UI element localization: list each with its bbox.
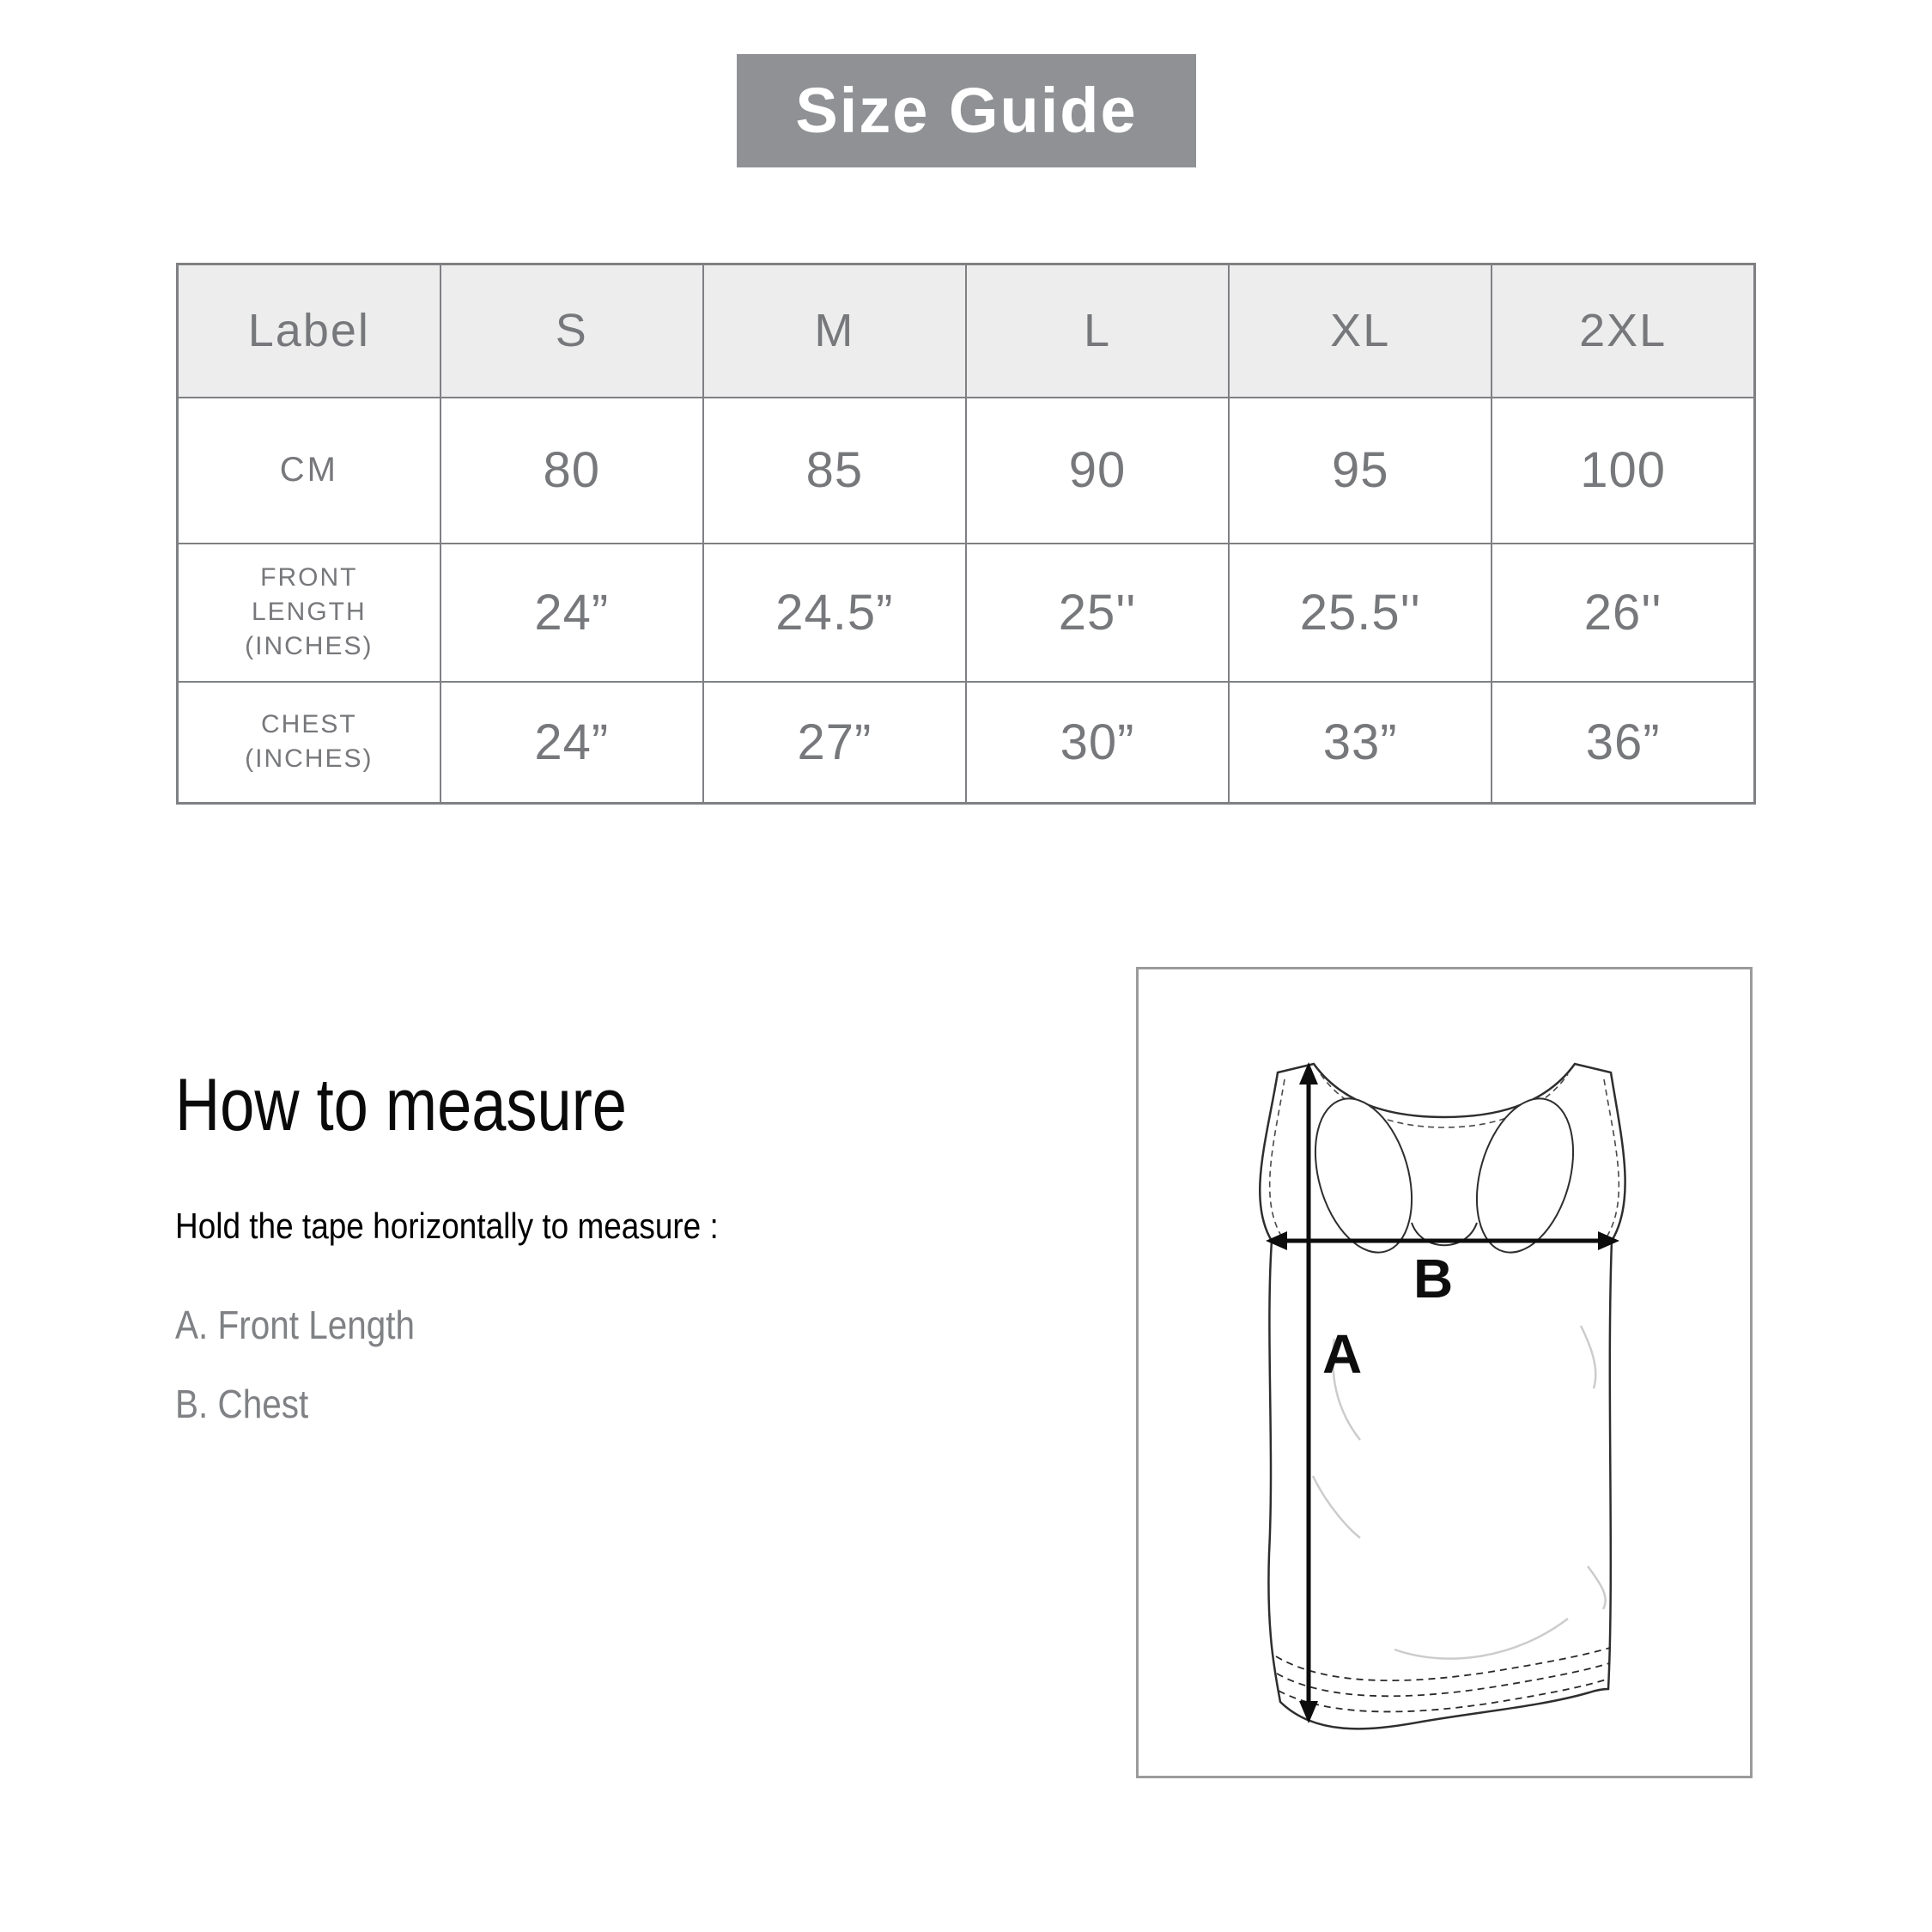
diagram-label-b: B <box>1413 1248 1454 1309</box>
page-title: Size Guide <box>795 75 1138 146</box>
header-cell-2xl: 2XL <box>1492 264 1754 398</box>
cm-value-2xl: 100 <box>1492 398 1754 544</box>
row-label-cm: CM <box>178 398 440 544</box>
tank-top-diagram <box>1139 969 1750 1776</box>
measure-item-chest: B. Chest <box>175 1382 309 1426</box>
table-row-chest <box>178 682 1755 804</box>
size-table-header-row <box>178 264 1755 398</box>
header-cell-xl: XL <box>1229 264 1492 398</box>
front-length-value-l: 25'' <box>966 544 1229 682</box>
measurement-diagram-box <box>1136 967 1753 1778</box>
title-bar <box>737 54 1196 167</box>
header-cell-m: M <box>703 264 966 398</box>
cm-value-xl: 95 <box>1229 398 1492 544</box>
table-row-front-length <box>178 544 1755 682</box>
table-row-cm <box>178 398 1755 544</box>
front-length-value-s: 24” <box>440 544 703 682</box>
chest-value-s: 24” <box>440 682 703 804</box>
measure-item-front-length: A. Front Length <box>175 1303 416 1347</box>
cm-value-l: 90 <box>966 398 1229 544</box>
front-length-value-m: 24.5” <box>703 544 966 682</box>
how-to-measure-heading: How to measure <box>175 1064 627 1146</box>
measure-instruction: Hold the tape horizontally to measure : <box>175 1206 719 1246</box>
header-cell-label: Label <box>178 264 440 398</box>
row-label-front-length: FRONT LENGTH (INCHES) <box>178 544 440 682</box>
cm-value-s: 80 <box>440 398 703 544</box>
chest-value-xl: 33” <box>1229 682 1492 804</box>
diagram-label-a: A <box>1322 1323 1363 1385</box>
front-length-value-xl: 25.5'' <box>1229 544 1492 682</box>
chest-value-m: 27” <box>703 682 966 804</box>
size-table <box>176 263 1756 805</box>
front-length-value-2xl: 26'' <box>1492 544 1754 682</box>
chest-value-2xl: 36” <box>1492 682 1754 804</box>
row-label-chest: CHEST (INCHES) <box>178 682 440 804</box>
header-cell-s: S <box>440 264 703 398</box>
header-cell-l: L <box>966 264 1229 398</box>
chest-value-l: 30” <box>966 682 1229 804</box>
cm-value-m: 85 <box>703 398 966 544</box>
